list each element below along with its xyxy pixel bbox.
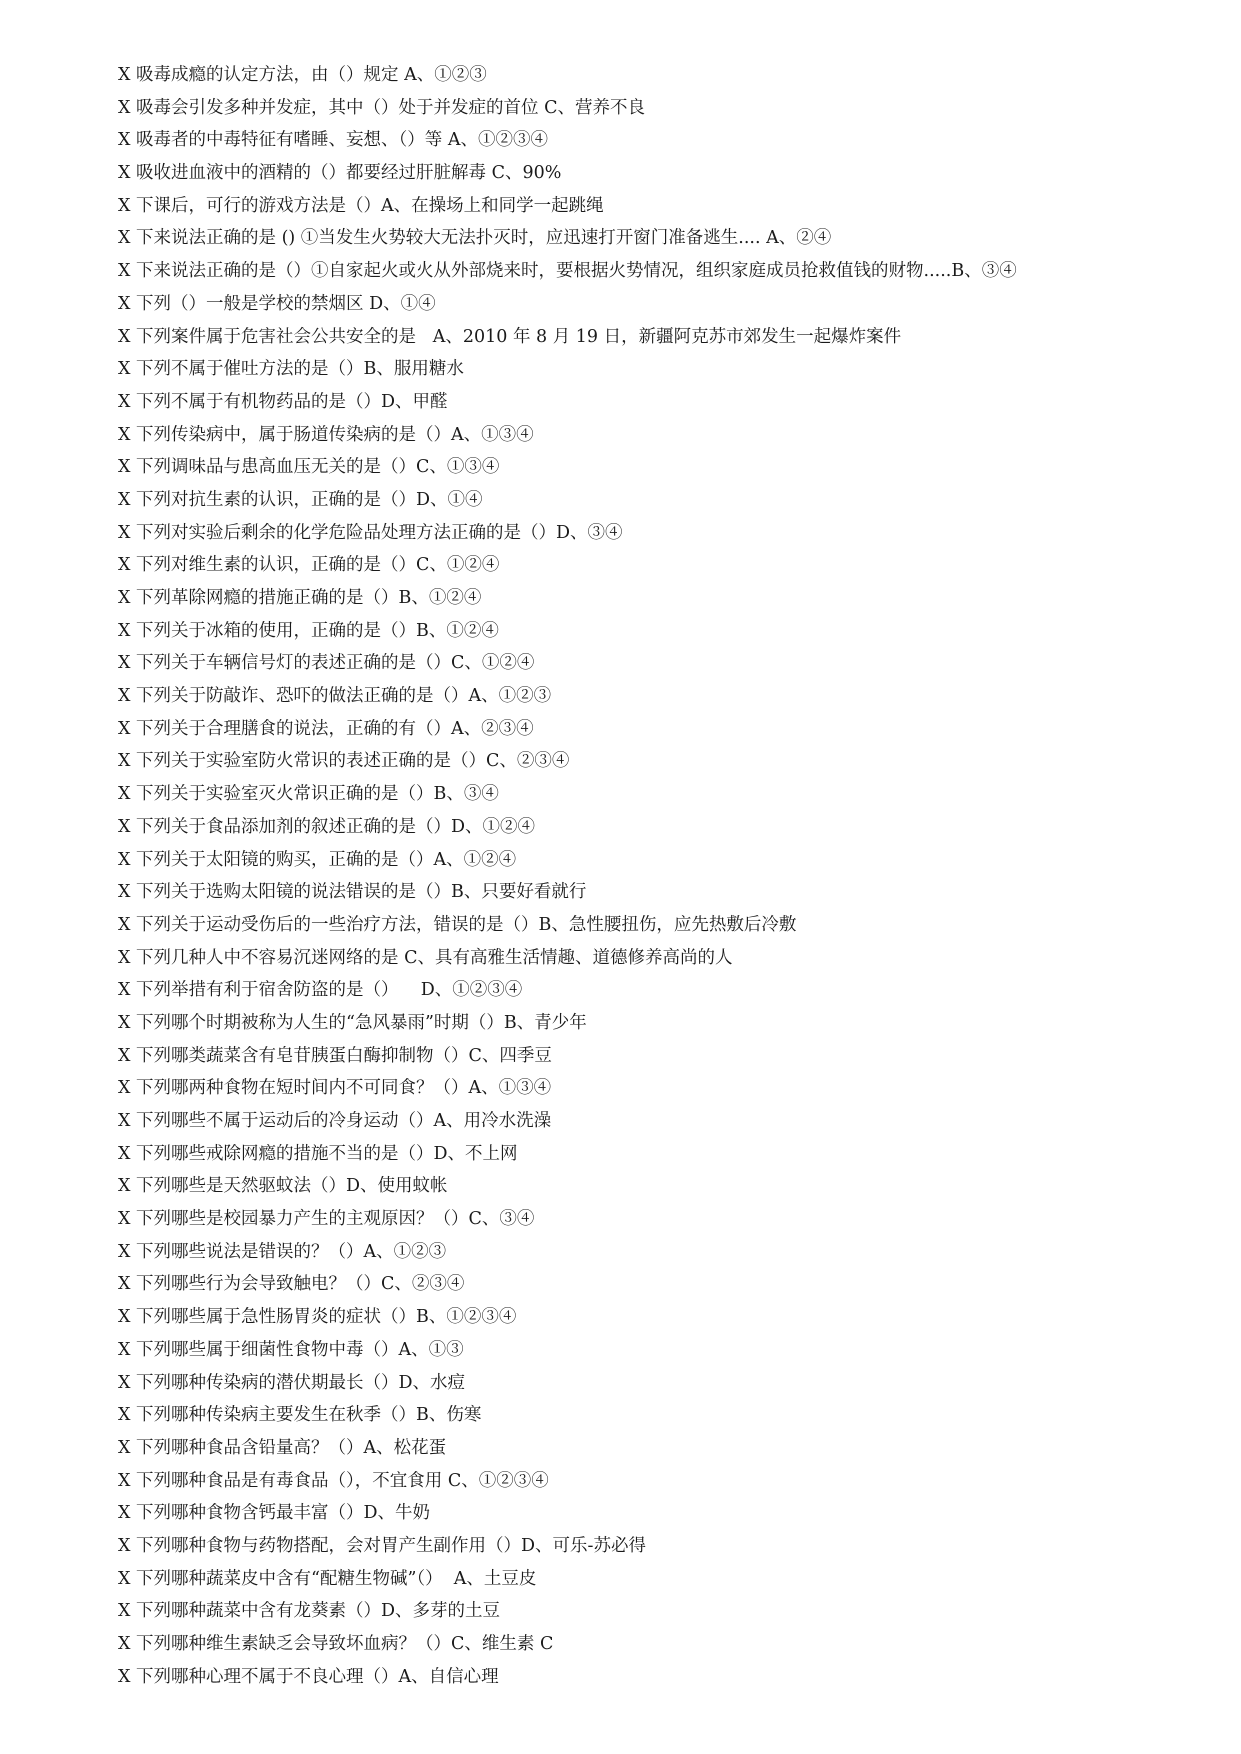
question-answer-line: X 下列哪种蔬菜中含有龙葵素（）D、多芽的土豆 xyxy=(118,1601,501,1622)
question-answer-line: X 下列哪些不属于运动后的冷身运动（）A、用冷水洗澡 xyxy=(118,1111,552,1131)
question-answer-line: X 下课后，可行的游戏方法是（）A、在操场上和同学一起跳绳 xyxy=(118,195,604,216)
question-answer-line: X 下列哪种食品含铅量高？（）A、松花蛋 xyxy=(118,1437,447,1458)
question-answer-line: X 下列哪些是校园暴力产生的主观原因？（）C、③④ xyxy=(118,1209,535,1230)
question-answer-line: X 下列哪个时期被称为人生的“急风暴雨”时期（）B、青少年 xyxy=(118,1012,587,1033)
question-answer-line: X 吸毒会引发多种并发症，其中（）处于并发症的首位 C、营养不良 xyxy=(118,97,645,118)
question-answer-line: X 下来说法正确的是（）①自家起火或火从外部烧来时，要根据火势情况，组织家庭成员抢救值钱的财物.....B、③④ xyxy=(118,261,1017,282)
question-answer-line: X 下列关于食品添加剂的叙述正确的是（）D、①②④ xyxy=(118,816,536,837)
question-answer-line: X 下列几种人中不容易沉迷网络的是 C、具有高雅生活情趣、道德修养高尚的人 xyxy=(118,947,733,968)
question-answer-line: X 下列关于合理膳食的说法，正确的有（）A、②③④ xyxy=(118,718,534,739)
question-answer-line: X 吸收进血液中的酒精的（）都要经过肝脏解毒 C、90% xyxy=(118,163,562,184)
question-answer-line: X 下列哪些说法是错误的？（）A、①②③ xyxy=(118,1241,447,1262)
question-answer-line: X 下列哪种传染病的潜伏期最长（）D、水痘 xyxy=(118,1372,466,1393)
question-answer-line: X 下列举措有利于宿舍防盗的是（） D、①②③④ xyxy=(118,980,523,1001)
question-answer-line: X 下列关于太阳镜的购买，正确的是（）A、①②④ xyxy=(118,849,517,870)
question-answer-line: X 下列不属于有机物药品的是（）D、甲醛 xyxy=(118,391,448,412)
question-answer-line: X 下列哪些属于细菌性食物中毒（）A、①③ xyxy=(118,1339,464,1360)
question-answer-list xyxy=(118,63,1198,1697)
question-answer-line: X 下列对实验后剩余的化学危险品处理方法正确的是（）D、③④ xyxy=(118,522,623,543)
question-answer-line: X 下列哪些是天然驱蚊法（）D、使用蚊帐 xyxy=(118,1176,448,1197)
question-answer-line: X 下列关于实验室灭火常识正确的是（）B、③④ xyxy=(118,784,499,805)
question-answer-line: X 下列传染病中，属于肠道传染病的是（）A、①③④ xyxy=(118,424,534,445)
question-answer-line: X 下列哪些属于急性肠胃炎的症状（）B、①②③④ xyxy=(118,1307,517,1328)
question-answer-line: X 下来说法正确的是 () ①当发生火势较大无法扑灭时，应迅速打开窗门准备逃生.... A、②④ xyxy=(118,228,832,249)
question-answer-line: X 下列哪类蔬菜含有皂苷胰蛋白酶抑制物（）C、四季豆 xyxy=(118,1045,552,1066)
question-answer-line: X 下列哪种维生素缺乏会导致坏血病？（）C、维生素 C xyxy=(118,1634,554,1654)
question-answer-line: X 下列哪种传染病主要发生在秋季（）B、伤寒 xyxy=(118,1405,482,1426)
question-answer-line: X 下列不属于催吐方法的是（）B、服用糖水 xyxy=(118,359,464,380)
question-answer-line: X 下列关于防敲诈、恐吓的做法正确的是（）A、①②③ xyxy=(118,686,552,707)
question-answer-line: X 下列调味品与患高血压无关的是（）C、①③④ xyxy=(118,457,500,478)
question-answer-line: X 下列关于实验室防火常识的表述正确的是（）C、②③④ xyxy=(118,751,570,772)
question-answer-line: X 下列哪种心理不属于不良心理（）A、自信心理 xyxy=(118,1666,499,1687)
question-answer-line: X 下列哪些戒除网瘾的措施不当的是（）D、不上网 xyxy=(118,1143,518,1164)
question-answer-line: X 下列哪种食品是有毒食品（），不宜食用 C、①②③④ xyxy=(118,1470,549,1491)
question-answer-line: X 吸毒成瘾的认定方法，由（）规定 A、①②③ xyxy=(118,65,487,85)
question-answer-line: X 下列关于运动受伤后的一些治疗方法，错误的是（）B、急性腰扭伤，应先热敷后冷敷 xyxy=(118,914,797,935)
question-answer-line: X 下列革除网瘾的措施正确的是（）B、①②④ xyxy=(118,588,482,608)
question-answer-line: X 下列案件属于危害社会公共安全的是 A、2010 年 8 月 19 日，新疆阿克苏市郊发生一起爆炸案件 xyxy=(118,326,902,347)
question-answer-line: X 吸毒者的中毒特征有嗜睡、妄想、（）等 A、①②③④ xyxy=(118,130,548,151)
question-answer-line: X 下列哪两种食物在短时间内不可同食？（）A、①③④ xyxy=(118,1078,552,1099)
question-answer-line: X 下列对维生素的认识，正确的是（）C、①②④ xyxy=(118,555,500,576)
question-answer-line: X 下列哪种食物含钙最丰富（）D、牛奶 xyxy=(118,1503,431,1524)
question-answer-line: X 下列关于冰箱的使用，正确的是（）B、①②④ xyxy=(118,620,499,641)
question-answer-line: X 下列哪些行为会导致触电？（）C、②③④ xyxy=(118,1274,465,1295)
question-answer-line: X 下列哪种蔬菜皮中含有“配糖生物碱”（） A、土豆皮 xyxy=(118,1568,537,1589)
question-answer-line: X 下列关于车辆信号灯的表述正确的是（）C、①②④ xyxy=(118,653,535,674)
question-answer-line: X 下列对抗生素的认识，正确的是（）D、①④ xyxy=(118,489,483,510)
question-answer-line: X 下列关于选购太阳镜的说法错误的是（）B、只要好看就行 xyxy=(118,882,587,903)
question-answer-line: X 下列（）一般是学校的禁烟区 D、①④ xyxy=(118,293,436,314)
question-answer-line: X 下列哪种食物与药物搭配，会对胃产生副作用（）D、可乐-苏必得 xyxy=(118,1535,646,1556)
